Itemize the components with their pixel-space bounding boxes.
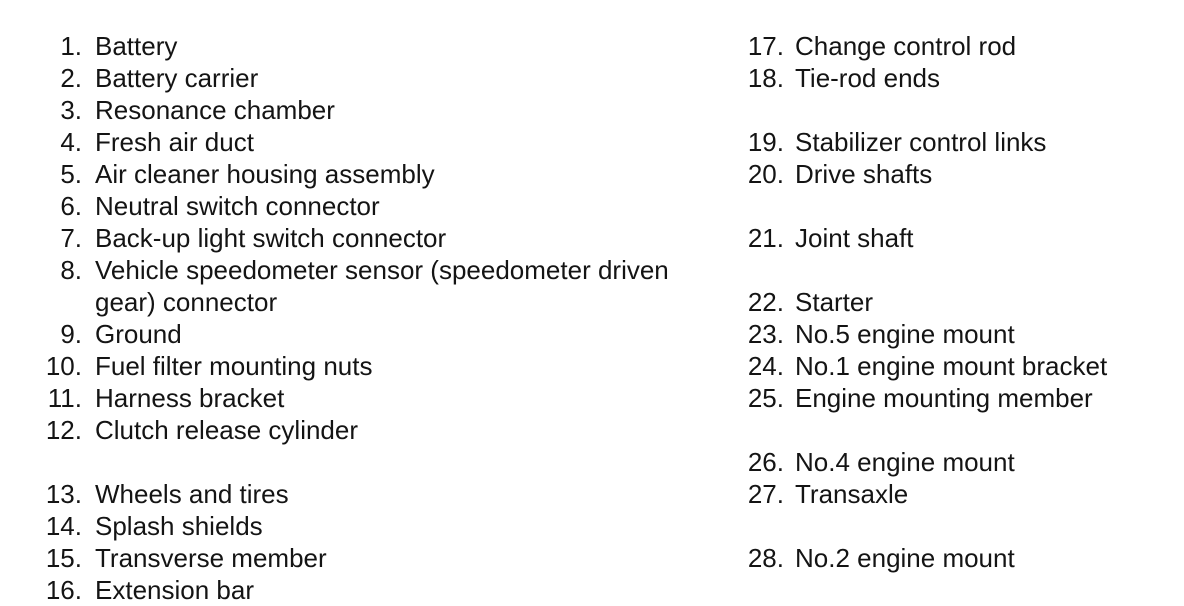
item-label: Resonance chamber	[95, 95, 335, 125]
legend-item-22	[700, 286, 1184, 318]
item-label: Tie-rod ends	[795, 63, 940, 93]
item-number: 19.	[747, 127, 784, 157]
item-number: 11.	[47, 383, 82, 413]
legend-item-21	[700, 222, 1184, 254]
item-number: 12.	[45, 415, 82, 445]
item-number: 28.	[747, 543, 784, 573]
item-number: 23.	[747, 319, 784, 349]
item-number: 7.	[60, 223, 82, 253]
item-number: 16.	[45, 575, 82, 605]
item-label: Drive shafts	[795, 159, 933, 189]
legend-item-1	[0, 30, 700, 62]
item-number: 15.	[45, 543, 82, 573]
item-label: Joint shaft	[795, 223, 914, 253]
item-number: 2.	[60, 63, 82, 93]
legend-item-17	[700, 30, 1184, 62]
legend-item-8	[0, 254, 700, 318]
item-number: 17.	[747, 31, 784, 61]
item-number: 10.	[45, 351, 82, 381]
legend-item-20	[700, 158, 1184, 190]
legend-item-9	[0, 318, 700, 350]
item-label: Ground	[95, 319, 182, 349]
group-spacer	[700, 190, 1184, 222]
item-number: 13.	[45, 479, 82, 509]
legend-item-3	[0, 94, 700, 126]
legend-item-18	[700, 62, 1184, 94]
item-number: 4.	[60, 127, 82, 157]
item-label: Change control rod	[795, 31, 1017, 61]
group-spacer	[700, 254, 1184, 286]
item-label: No.2 engine mount	[795, 543, 1015, 573]
group-spacer	[0, 446, 700, 478]
item-number: 3.	[60, 95, 82, 125]
item-label: Extension bar	[95, 575, 254, 605]
item-label: No.5 engine mount	[795, 319, 1015, 349]
item-number: 1.	[60, 31, 82, 61]
item-label: Engine mounting member	[795, 383, 1093, 413]
legend-item-11	[0, 382, 700, 414]
legend-item-23	[700, 318, 1184, 350]
legend-item-7	[0, 222, 700, 254]
legend-item-16	[0, 574, 700, 606]
group-spacer	[700, 94, 1184, 126]
legend-item-2	[0, 62, 700, 94]
item-label: Battery	[95, 31, 178, 61]
legend-item-28	[700, 542, 1184, 574]
item-number: 20.	[747, 159, 784, 189]
legend-right-column	[700, 30, 1184, 574]
item-label: Neutral switch connector	[95, 191, 380, 221]
item-label: Splash shields	[95, 511, 263, 541]
item-number: 21.	[747, 223, 784, 253]
item-label: Transverse member	[95, 543, 327, 573]
item-label: Clutch release cylinder	[95, 415, 359, 445]
legend-item-25	[700, 382, 1184, 414]
legend-item-4	[0, 126, 700, 158]
item-label: Battery carrier	[95, 63, 259, 93]
item-number: 9.	[60, 319, 82, 349]
legend-item-15	[0, 542, 700, 574]
item-number: 6.	[60, 191, 82, 221]
group-spacer	[700, 510, 1184, 542]
legend-left-column	[0, 30, 700, 606]
item-label: Fuel filter mounting nuts	[95, 351, 373, 381]
legend-item-24	[700, 350, 1184, 382]
item-number: 27.	[747, 479, 784, 509]
item-number: 14.	[45, 511, 82, 541]
item-label: No.4 engine mount	[795, 447, 1015, 477]
legend-item-12	[0, 414, 700, 446]
legend-item-5	[0, 158, 700, 190]
legend-item-13	[0, 478, 700, 510]
item-label: Harness bracket	[95, 383, 285, 413]
item-number: 18.	[747, 63, 784, 93]
item-number: 8.	[60, 255, 82, 285]
item-label: Wheels and tires	[95, 479, 289, 509]
item-label: Starter	[795, 287, 874, 317]
item-label: No.1 engine mount bracket	[795, 351, 1108, 381]
legend-item-10	[0, 350, 700, 382]
item-number: 25.	[747, 383, 784, 413]
item-number: 22.	[747, 287, 784, 317]
legend-item-26	[700, 446, 1184, 478]
legend-item-6	[0, 190, 700, 222]
legend-item-19	[700, 126, 1184, 158]
item-number: 5.	[60, 159, 82, 189]
legend-item-14	[0, 510, 700, 542]
legend-item-27	[700, 478, 1184, 510]
item-label: Transaxle	[795, 479, 909, 509]
item-number: 26.	[747, 447, 784, 477]
item-label: Back-up light switch connector	[95, 223, 447, 253]
item-label: Fresh air duct	[95, 127, 254, 157]
item-label: Air cleaner housing assembly	[95, 159, 435, 189]
item-number: 24.	[747, 351, 784, 381]
item-label: Stabilizer control links	[795, 127, 1047, 157]
item-label: Vehicle speedometer sensor (speedometer driven gear) connector	[95, 255, 669, 317]
group-spacer	[700, 414, 1184, 446]
